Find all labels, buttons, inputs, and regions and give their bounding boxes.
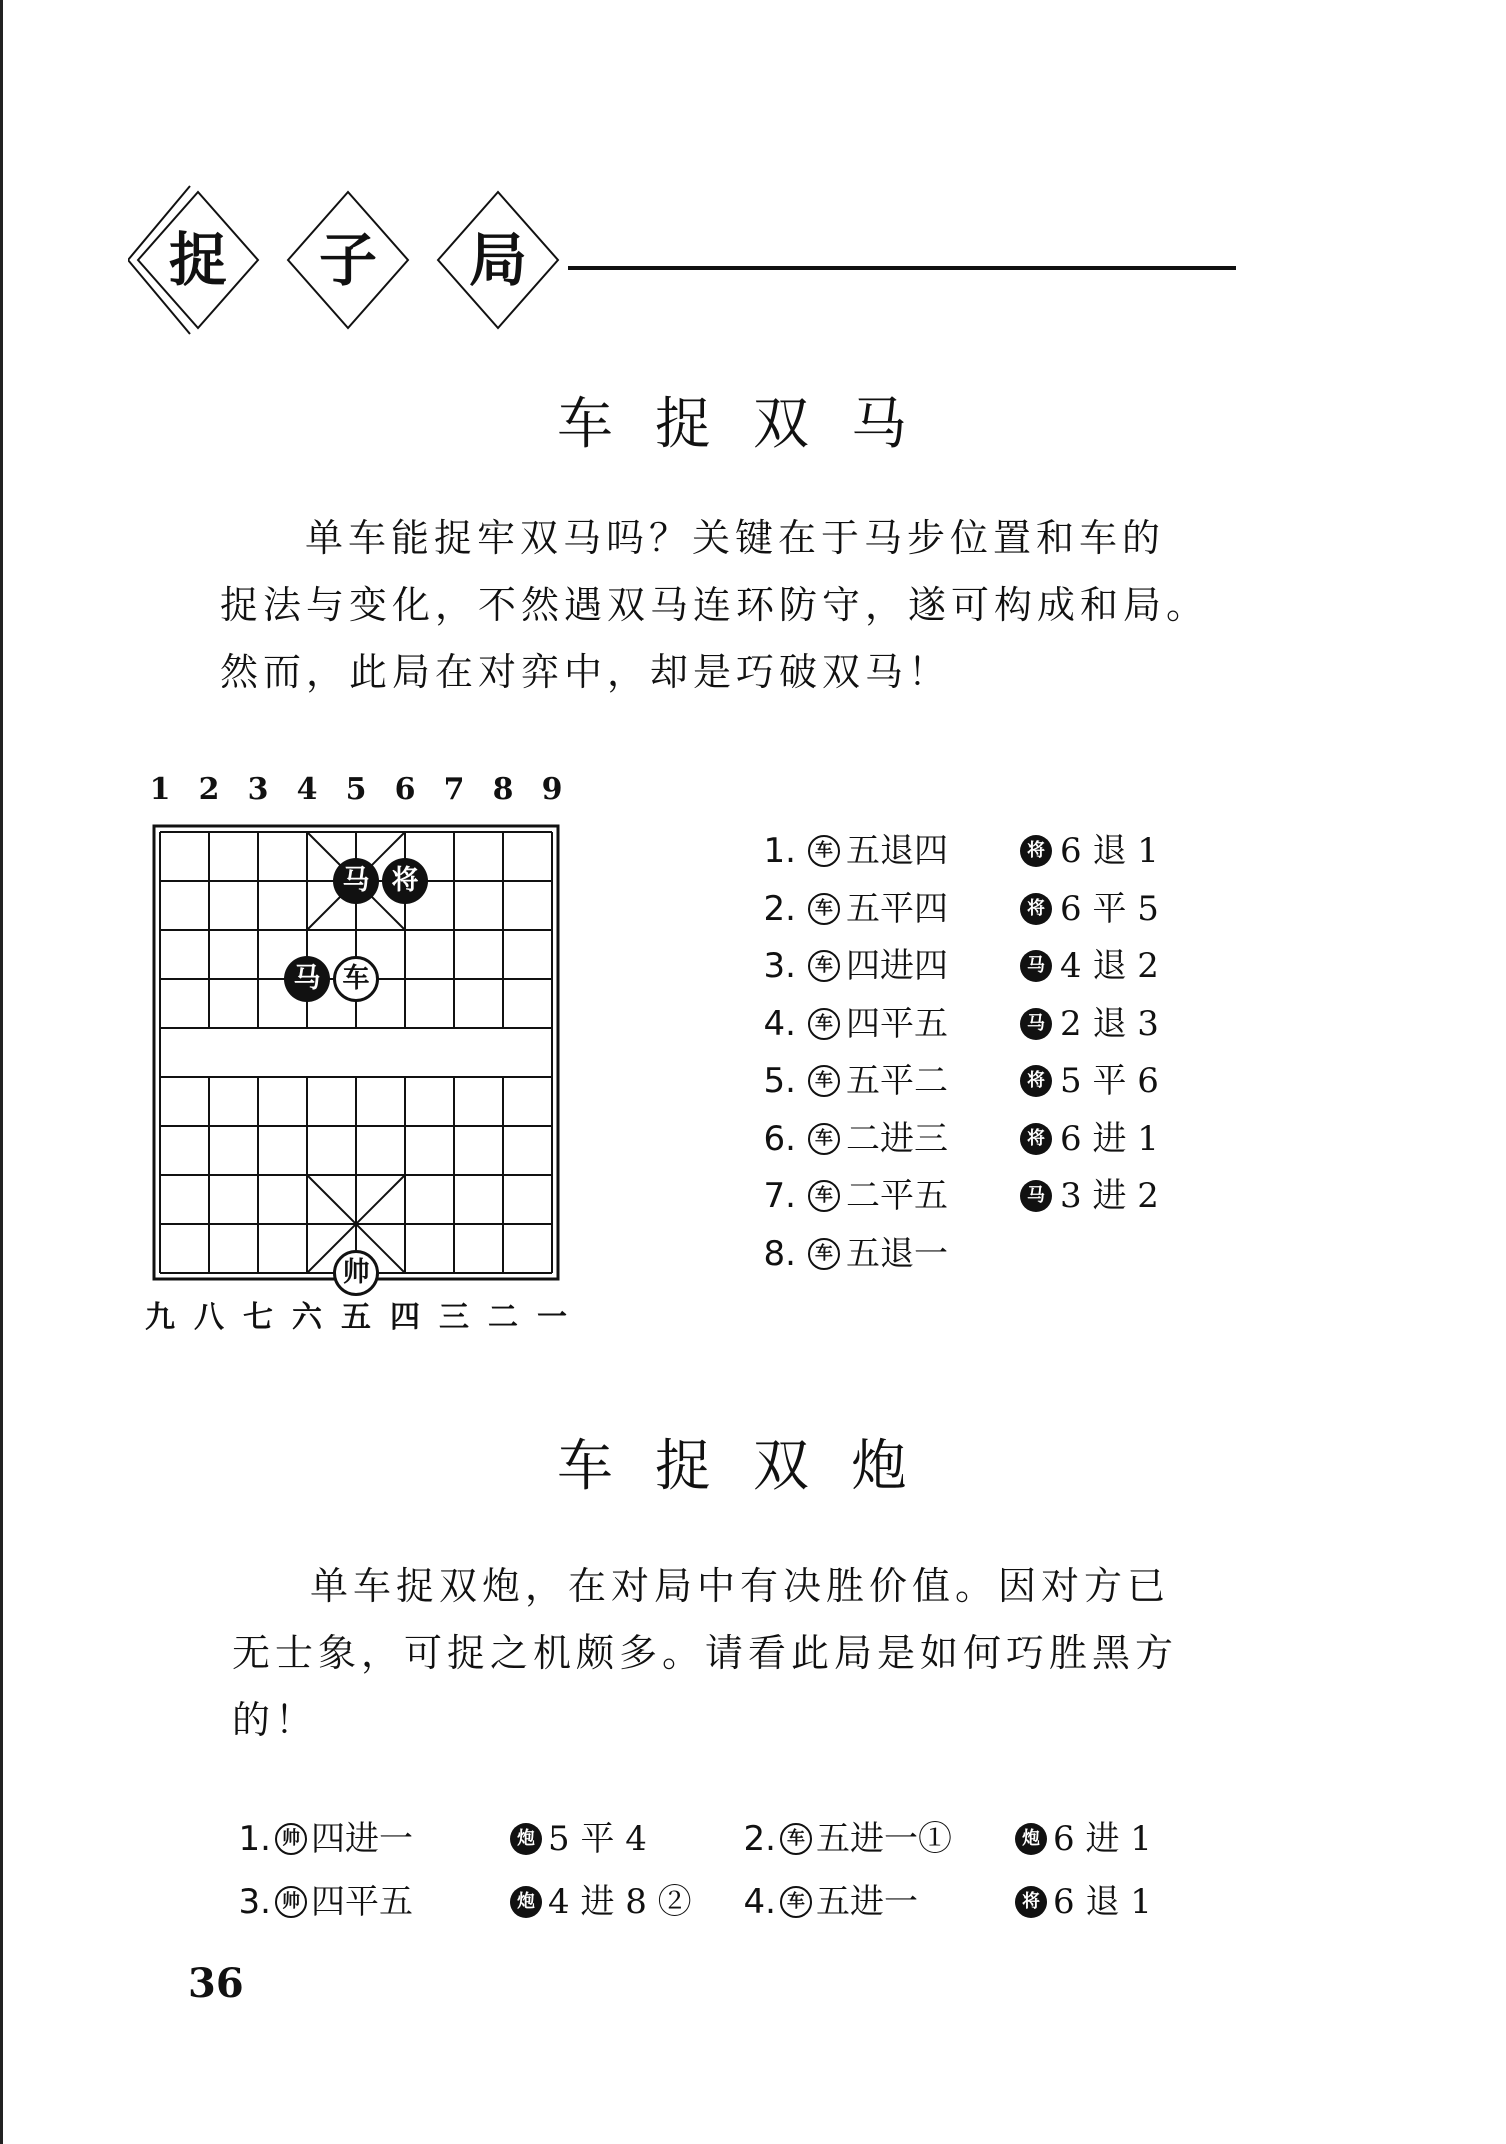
red-piece-icon: 车 bbox=[780, 1823, 812, 1855]
move-number: 6. bbox=[763, 1118, 796, 1159]
black-piece-icon: 炮 bbox=[1015, 1823, 1047, 1855]
red-move-text: 四进四 bbox=[846, 946, 948, 986]
black-move-text: 3 进 2 bbox=[1060, 1176, 1159, 1216]
board-piece-black: 马 bbox=[333, 858, 379, 904]
move-number: 1. bbox=[763, 831, 796, 871]
red-piece-icon: 帅 bbox=[275, 1886, 307, 1918]
red-piece-icon: 车 bbox=[808, 893, 840, 925]
section1-line-1: 单车能捉牢双马吗？关键在于马步位置和车的 bbox=[305, 516, 1166, 560]
section2-line-3: 的！ bbox=[232, 1698, 319, 1742]
move-row bbox=[750, 1170, 1170, 1222]
page-number: 36 bbox=[188, 1960, 244, 2007]
red-piece-icon: 车 bbox=[780, 1886, 812, 1918]
move-number: 1. bbox=[238, 1819, 271, 1859]
board-top-file-labels bbox=[150, 770, 570, 810]
red-piece-icon: 车 bbox=[808, 1123, 840, 1155]
move-number: 2. bbox=[743, 1819, 776, 1859]
top-file-label: 3 bbox=[247, 772, 269, 807]
move-row bbox=[750, 825, 1170, 877]
move-number: 3. bbox=[238, 1882, 271, 1922]
red-move-text: 五平四 bbox=[846, 888, 948, 929]
bottom-file-label: 六 bbox=[292, 1300, 322, 1335]
bottom-file-label: 一 bbox=[537, 1300, 567, 1335]
red-move-text: 五进一 bbox=[816, 1882, 918, 1922]
red-piece-icon: 车 bbox=[808, 835, 840, 867]
black-move-text: 6 平 5 bbox=[1060, 888, 1159, 929]
section1-line-2: 捉法与变化，不然遇双马连环防守，遂可构成和局。 bbox=[220, 583, 1210, 627]
red-move-text: 五退四 bbox=[846, 831, 948, 871]
bottom-file-label: 八 bbox=[194, 1300, 224, 1335]
black-piece-icon: 将 bbox=[1020, 835, 1052, 867]
board-piece-red: 帅 bbox=[333, 1250, 379, 1296]
top-file-label: 9 bbox=[541, 772, 563, 807]
bottom-file-label: 九 bbox=[145, 1300, 175, 1335]
red-move-text: 四进一 bbox=[311, 1819, 413, 1859]
move-number: 3. bbox=[763, 946, 796, 986]
red-piece-icon: 车 bbox=[808, 1180, 840, 1212]
move-number: 2. bbox=[763, 888, 796, 929]
move-row bbox=[750, 1055, 1170, 1107]
black-piece-icon: 将 bbox=[1020, 1123, 1052, 1155]
black-piece-icon: 马 bbox=[1020, 1008, 1052, 1040]
bottom-file-label: 五 bbox=[341, 1300, 371, 1335]
bottom-file-label: 四 bbox=[390, 1300, 420, 1335]
red-piece-icon: 车 bbox=[808, 950, 840, 982]
black-move-text: 6 退 1 bbox=[1053, 1882, 1152, 1922]
banner-char-1: 捉 bbox=[168, 226, 227, 294]
red-move-text: 五退一 bbox=[846, 1233, 948, 1274]
black-piece-icon: 将 bbox=[1020, 1065, 1052, 1097]
black-piece-icon: 将 bbox=[1020, 893, 1052, 925]
board-bottom-file-labels bbox=[145, 1298, 570, 1338]
move-row bbox=[730, 1876, 1150, 1928]
black-piece-icon: 炮 bbox=[510, 1886, 542, 1918]
move-number: 7. bbox=[763, 1176, 796, 1216]
move-row bbox=[750, 1228, 1170, 1280]
black-piece-icon: 将 bbox=[1015, 1886, 1047, 1918]
section2-title: 车捉双炮 bbox=[557, 1434, 949, 1499]
black-piece-icon: 马 bbox=[1020, 950, 1052, 982]
top-file-label: 1 bbox=[149, 772, 171, 807]
section1-line-3: 然而，此局在对弈中，却是巧破双马！ bbox=[220, 650, 952, 694]
board-piece-red: 车 bbox=[333, 956, 379, 1002]
move-row bbox=[225, 1813, 645, 1865]
black-move-text: 6 进 1 bbox=[1060, 1118, 1159, 1159]
banner-char-3: 局 bbox=[468, 226, 527, 294]
section2-line-2: 无士象，可捉之机颇多。请看此局是如何巧胜黑方 bbox=[232, 1631, 1179, 1675]
move-number: 4. bbox=[743, 1882, 776, 1922]
black-move-text: 5 平 6 bbox=[1060, 1061, 1159, 1101]
banner-char-2: 子 bbox=[318, 226, 377, 294]
bottom-file-label: 三 bbox=[439, 1300, 469, 1335]
board-piece-black: 将 bbox=[382, 858, 428, 904]
bottom-file-label: 七 bbox=[243, 1300, 273, 1335]
move-row bbox=[225, 1876, 692, 1928]
black-move-text: 2 退 3 bbox=[1060, 1003, 1159, 1044]
red-move-text: 四平五 bbox=[311, 1882, 413, 1922]
move-number: 8. bbox=[763, 1233, 796, 1274]
top-file-label: 5 bbox=[345, 772, 367, 807]
black-piece-icon: 马 bbox=[1020, 1180, 1052, 1212]
move-row bbox=[750, 998, 1170, 1050]
top-file-label: 8 bbox=[492, 772, 514, 807]
move-row bbox=[750, 940, 1170, 992]
page-edge-rule bbox=[0, 0, 3, 2144]
section2-line-1: 单车捉双炮，在对局中有决胜价值。因对方已 bbox=[310, 1564, 1171, 1608]
top-file-label: 2 bbox=[198, 772, 220, 807]
black-move-text: 4 进 8 ② bbox=[548, 1882, 692, 1922]
red-piece-icon: 车 bbox=[808, 1238, 840, 1270]
red-move-text: 五进一① bbox=[816, 1819, 952, 1859]
top-file-label: 6 bbox=[394, 772, 416, 807]
banner-rule bbox=[568, 266, 1236, 270]
red-move-text: 四平五 bbox=[846, 1003, 948, 1044]
move-row bbox=[750, 883, 1170, 935]
bottom-file-label: 二 bbox=[488, 1300, 518, 1335]
red-piece-icon: 车 bbox=[808, 1008, 840, 1040]
red-move-text: 二平五 bbox=[846, 1176, 948, 1216]
black-move-text: 6 进 1 bbox=[1053, 1819, 1152, 1859]
top-file-label: 7 bbox=[443, 772, 465, 807]
black-move-text: 6 退 1 bbox=[1060, 831, 1159, 871]
red-piece-icon: 车 bbox=[808, 1065, 840, 1097]
black-move-text: 5 平 4 bbox=[548, 1819, 647, 1859]
black-move-text: 4 退 2 bbox=[1060, 946, 1159, 986]
chapter-banner bbox=[128, 180, 1238, 340]
board-piece-black: 马 bbox=[284, 956, 330, 1002]
section1-title: 车捉双马 bbox=[557, 392, 949, 457]
move-number: 5. bbox=[763, 1061, 796, 1101]
red-move-text: 五平二 bbox=[846, 1061, 948, 1101]
red-piece-icon: 帅 bbox=[275, 1823, 307, 1855]
black-piece-icon: 炮 bbox=[510, 1823, 542, 1855]
top-file-label: 4 bbox=[296, 772, 318, 807]
move-row bbox=[730, 1813, 1150, 1865]
move-number: 4. bbox=[763, 1003, 796, 1044]
move-row bbox=[750, 1113, 1170, 1165]
red-move-text: 二进三 bbox=[846, 1118, 948, 1159]
